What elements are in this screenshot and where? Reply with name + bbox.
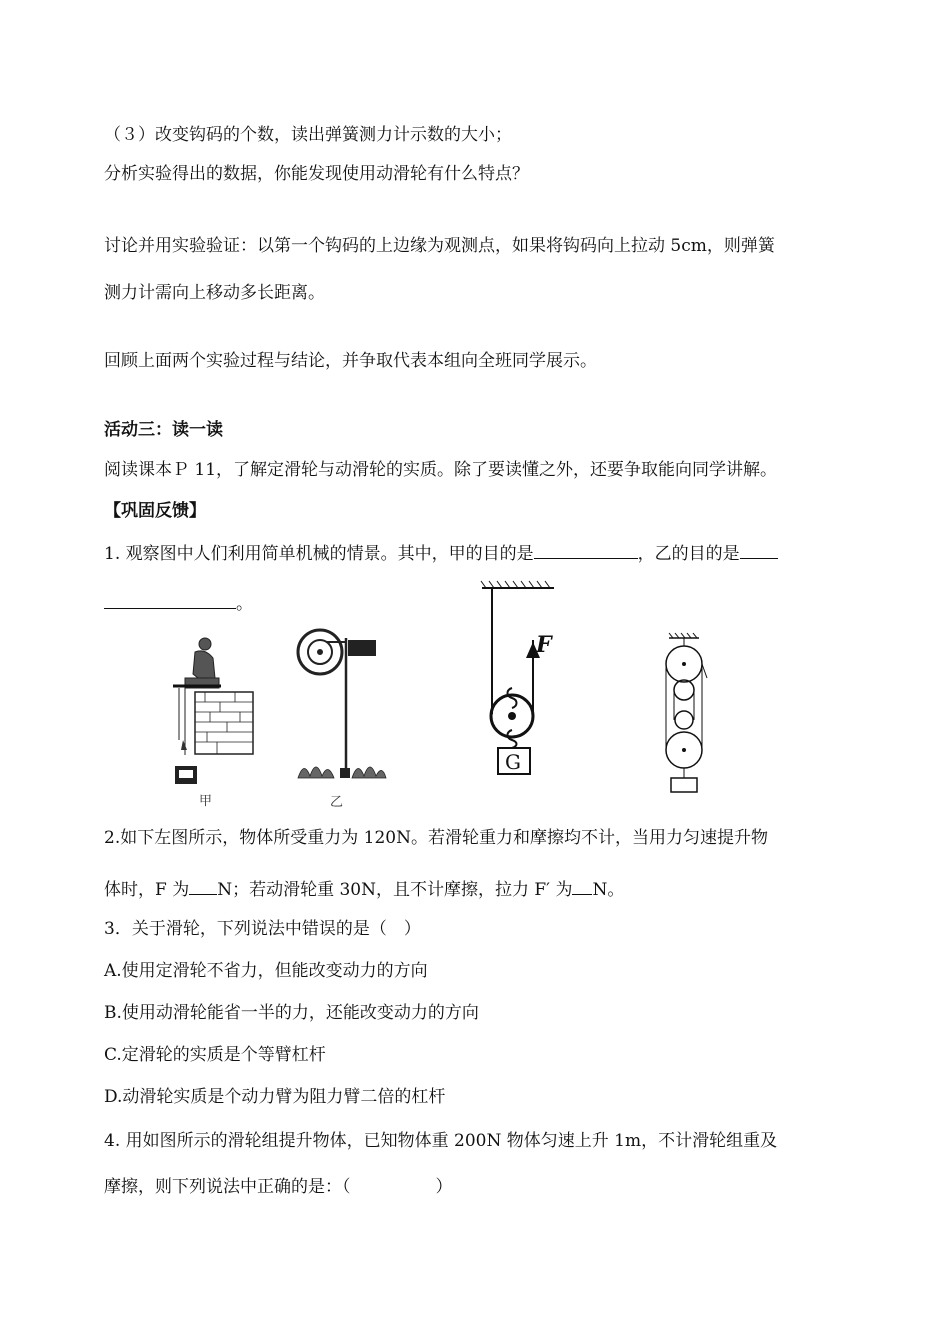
q2-text-d: N。 <box>592 880 625 900</box>
figure-jia <box>165 630 255 810</box>
discuss-text-2: 测力计需向上移动多长距离。 <box>104 283 325 303</box>
question-1-cont <box>104 590 253 616</box>
q3-option-c[interactable]: C.定滑轮的实质是个等臂杠杆 <box>104 1045 326 1065</box>
figure-pulley-block <box>655 632 715 798</box>
question-3: 3．关于滑轮，下列说法中错误的是（ ） <box>104 919 421 939</box>
analyze-text: 分析实验得出的数据，你能发现使用动滑轮有什么特点？ <box>104 164 529 184</box>
q2-text-c: N；若动滑轮重 30N，且不计摩擦，拉力 F′ 为 <box>217 880 573 900</box>
discuss-text-1: 讨论并用实验验证：以第一个钩码的上边缘为观测点，如果将钩码向上拉动 5cm，则弹簧 <box>104 236 775 256</box>
q2-blank-f-prime[interactable] <box>572 876 592 895</box>
q1-text-b: ，乙的目的是 <box>637 544 740 564</box>
flag <box>348 640 376 656</box>
step3-text: （３）改变钩码的个数，读出弹簧测力计示数的大小； <box>104 125 512 145</box>
q3-option-d[interactable]: D.动滑轮实质是个动力臂为阻力臂二倍的杠杆 <box>104 1087 446 1107</box>
q3-option-b[interactable]: B.使用动滑轮能省一半的力，还能改变动力的方向 <box>104 1003 479 1023</box>
man-illustration <box>185 638 219 688</box>
q2-blank-f[interactable] <box>189 876 217 895</box>
question-1 <box>104 540 778 566</box>
feedback-title: 【巩固反馈】 <box>104 501 206 521</box>
question-2-cont <box>104 876 624 902</box>
question-2: 2.如下左图所示，物体所受重力为 120N。若滑轮重力和摩擦均不计，当用力匀速提升物 <box>104 828 768 848</box>
yi-label: 乙 <box>330 795 344 810</box>
q2-text-b: 体时，F 为 <box>104 880 190 900</box>
q1-blank-yi-part2[interactable] <box>104 590 236 609</box>
question-4-cont: 摩擦，则下列说法中正确的是：（ ） <box>104 1177 453 1197</box>
activity3-title: 活动三：读一读 <box>104 420 223 440</box>
q1-blank-yi-part1[interactable] <box>740 540 778 559</box>
wall-illustration <box>195 692 253 754</box>
figure-movable-pulley <box>470 578 570 783</box>
review-text: 回顾上面两个实验过程与结论，并争取代表本组向全班同学展示。 <box>104 351 597 371</box>
question-4: 4. 用如图所示的滑轮组提升物体，已知物体重 200N 物体匀速上升 1m，不计滑轮组重及 <box>104 1131 778 1151</box>
figure-yi <box>290 628 390 813</box>
q1-blank-jia[interactable] <box>534 540 638 559</box>
weight-label: G <box>505 750 521 774</box>
fixed-pulley-small <box>674 680 694 700</box>
jia-label: 甲 <box>199 794 213 809</box>
hook <box>181 740 187 750</box>
q1-text-a: 1. 观察图中人们利用简单机械的情景。其中，甲的目的是 <box>104 544 534 564</box>
load-box <box>671 778 697 792</box>
force-label: F <box>536 632 552 658</box>
movable-pulley-small <box>675 711 693 729</box>
read-text: 阅读课本Ｐ 11，了解定滑轮与动滑轮的实质。除了要读懂之外，还要争取能向同学讲解。 <box>104 460 778 480</box>
q1-text-end: 。 <box>236 594 253 614</box>
q3-option-a[interactable]: A.使用定滑轮不省力，但能改变动力的方向 <box>104 961 428 981</box>
